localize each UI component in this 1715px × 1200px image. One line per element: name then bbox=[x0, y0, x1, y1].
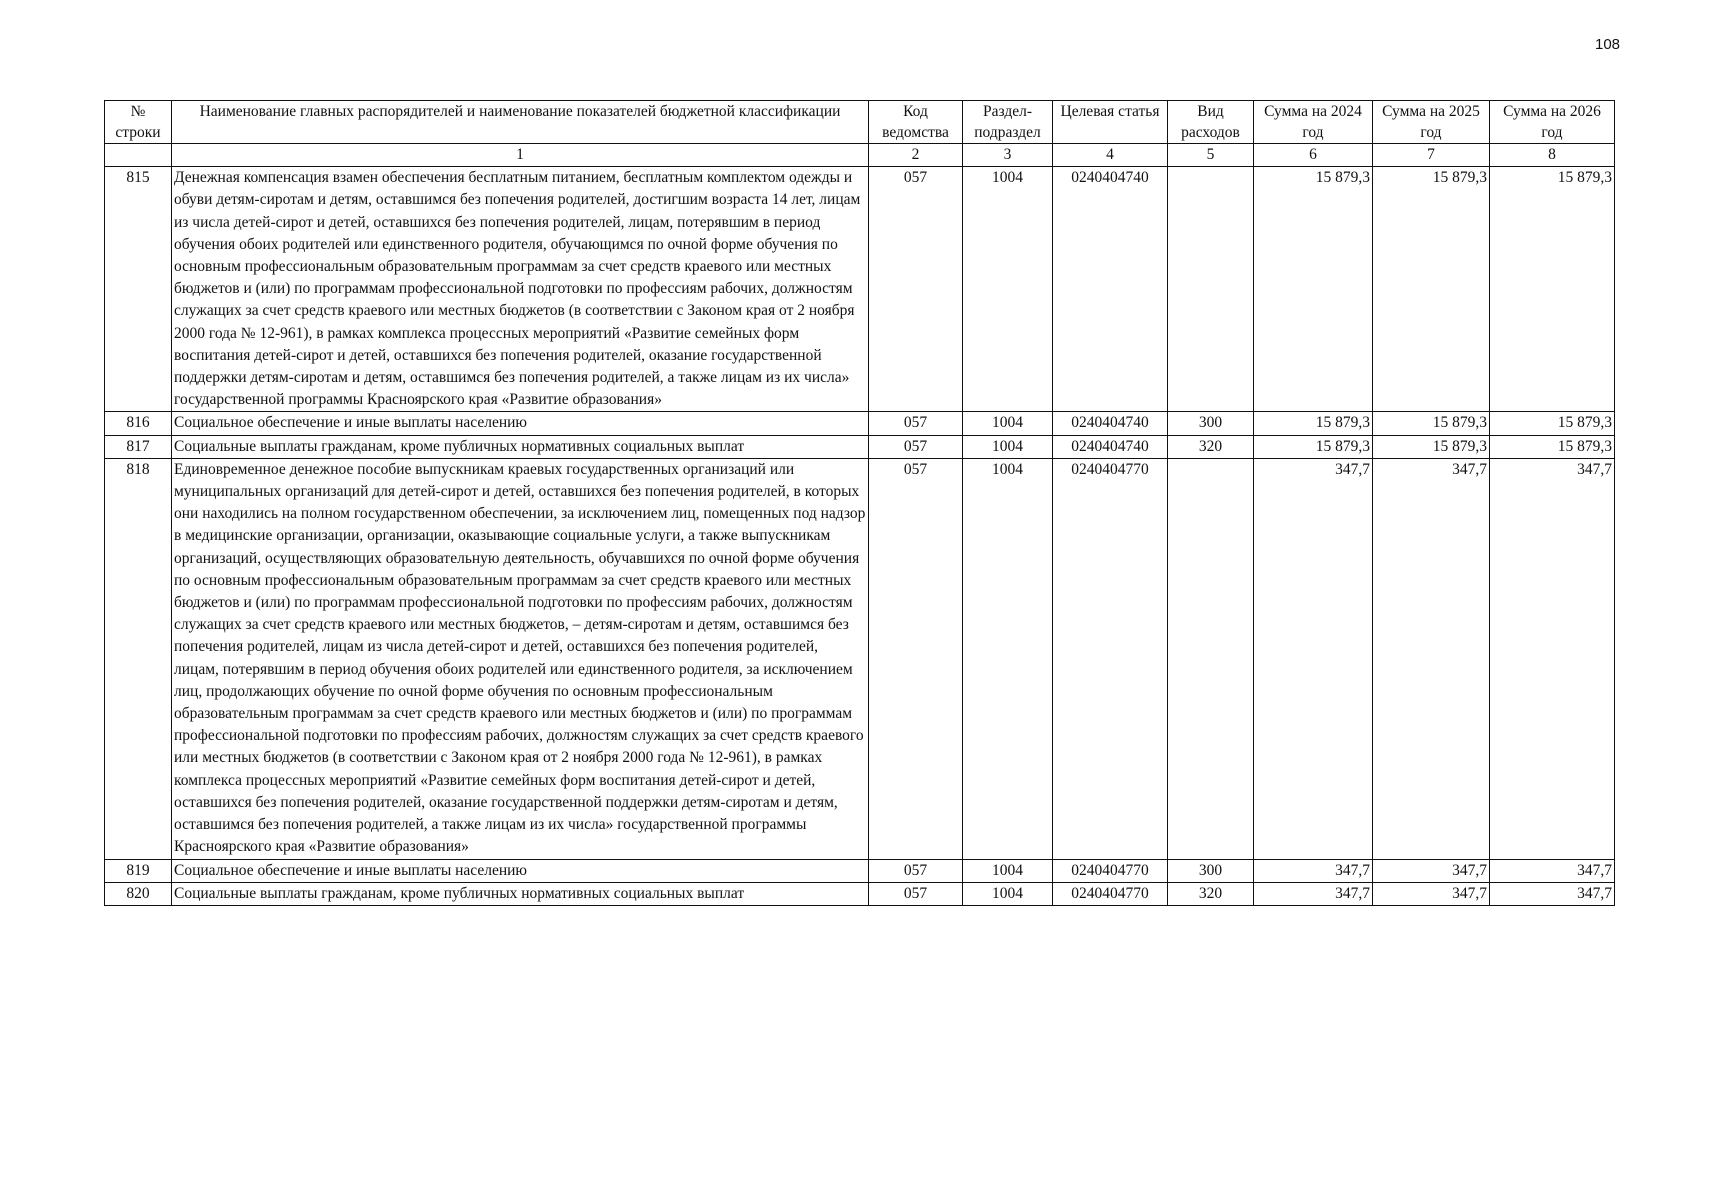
row-sum-2026: 347,7 bbox=[1490, 882, 1615, 905]
row-name: Денежная компенсация взамен обеспечения бесплатным питанием, бесплатным комплектом одежды и обуви детям-сиротам и детям, оставшимся без попечения родителей, достигшим возраста 14 лет, лицам из числа детей-сирот и детей, оставшихся без попечения родителей, лицам, потерявшим в период обучения обоих родителей или единственного родителя, обучающимся по очной форме обучения по основным профессиональным образовательным программам за счет средств краевого или местных бюджетов и (или) по программам профессиональной подготовки по профессиям рабочих, должностям служащих за счет средств краевого или местных бюджетов (в соответствии с Законом края от 2 ноября 2000 года № 12-961), в рамках комплекса процессных мероприятий «Развитие семейных форм воспитания детей-сирот и детей, оставшихся без попечения родителей, оказание государственной поддержки детям-сиротам и детям, оставшимся без попечения родителей, а также лицам из их числа» государственной программы Красноярского края «Развитие образования» bbox=[172, 167, 869, 412]
row-sum-2025: 347,7 bbox=[1373, 859, 1490, 882]
column-number-blank bbox=[105, 144, 172, 167]
row-dept-code: 057 bbox=[869, 882, 963, 905]
table-row bbox=[105, 859, 1615, 882]
header-section: Раздел-подраздел bbox=[963, 101, 1053, 144]
row-sum-2026: 347,7 bbox=[1490, 458, 1615, 859]
column-number: 2 bbox=[869, 144, 963, 167]
header-target-article: Целевая статья bbox=[1053, 101, 1168, 144]
table-header-row bbox=[105, 101, 1615, 144]
row-target-article: 0240404740 bbox=[1053, 167, 1168, 412]
row-section: 1004 bbox=[963, 412, 1053, 435]
column-number: 8 bbox=[1490, 144, 1615, 167]
row-target-article: 0240404740 bbox=[1053, 435, 1168, 458]
row-sum-2026: 15 879,3 bbox=[1490, 167, 1615, 412]
row-sum-2024: 347,7 bbox=[1254, 882, 1373, 905]
row-expense-type: 320 bbox=[1168, 435, 1254, 458]
row-target-article: 0240404770 bbox=[1053, 882, 1168, 905]
table-row bbox=[105, 458, 1615, 859]
row-sum-2025: 15 879,3 bbox=[1373, 412, 1490, 435]
header-expense-type: Вид расходов bbox=[1168, 101, 1254, 144]
row-name: Социальное обеспечение и иные выплаты населению bbox=[172, 412, 869, 435]
row-dept-code: 057 bbox=[869, 435, 963, 458]
column-number: 5 bbox=[1168, 144, 1254, 167]
header-sum-2026: Сумма на 2026 год bbox=[1490, 101, 1615, 144]
row-sum-2026: 15 879,3 bbox=[1490, 412, 1615, 435]
row-section: 1004 bbox=[963, 458, 1053, 859]
row-sum-2024: 15 879,3 bbox=[1254, 167, 1373, 412]
row-number: 815 bbox=[105, 167, 172, 412]
row-name: Социальное обеспечение и иные выплаты населению bbox=[172, 859, 869, 882]
header-dept-code: Код ведомства bbox=[869, 101, 963, 144]
row-expense-type: 300 bbox=[1168, 412, 1254, 435]
row-dept-code: 057 bbox=[869, 859, 963, 882]
table-row bbox=[105, 882, 1615, 905]
row-number: 820 bbox=[105, 882, 172, 905]
row-sum-2025: 15 879,3 bbox=[1373, 435, 1490, 458]
row-name: Социальные выплаты гражданам, кроме публичных нормативных социальных выплат bbox=[172, 435, 869, 458]
row-dept-code: 057 bbox=[869, 412, 963, 435]
row-sum-2024: 15 879,3 bbox=[1254, 435, 1373, 458]
header-name: Наименование главных распорядителей и наименование показателей бюджетной классификации bbox=[172, 101, 869, 144]
row-dept-code: 057 bbox=[869, 458, 963, 859]
row-target-article: 0240404740 bbox=[1053, 412, 1168, 435]
row-target-article: 0240404770 bbox=[1053, 859, 1168, 882]
row-dept-code: 057 bbox=[869, 167, 963, 412]
header-sum-2025: Сумма на 2025 год bbox=[1373, 101, 1490, 144]
row-sum-2025: 347,7 bbox=[1373, 882, 1490, 905]
row-sum-2025: 15 879,3 bbox=[1373, 167, 1490, 412]
column-number: 6 bbox=[1254, 144, 1373, 167]
header-row-no: № строки bbox=[105, 101, 172, 144]
row-expense-type bbox=[1168, 167, 1254, 412]
column-number: 3 bbox=[963, 144, 1053, 167]
column-number: 7 bbox=[1373, 144, 1490, 167]
row-section: 1004 bbox=[963, 882, 1053, 905]
budget-table bbox=[104, 100, 1615, 906]
row-sum-2024: 347,7 bbox=[1254, 458, 1373, 859]
row-number: 816 bbox=[105, 412, 172, 435]
header-sum-2024: Сумма на 2024 год bbox=[1254, 101, 1373, 144]
row-sum-2026: 15 879,3 bbox=[1490, 435, 1615, 458]
column-number: 1 bbox=[172, 144, 869, 167]
row-section: 1004 bbox=[963, 435, 1053, 458]
page-number: 108 bbox=[1595, 36, 1621, 53]
row-expense-type: 300 bbox=[1168, 859, 1254, 882]
row-number: 818 bbox=[105, 458, 172, 859]
row-sum-2024: 15 879,3 bbox=[1254, 412, 1373, 435]
table-row bbox=[105, 167, 1615, 412]
row-expense-type bbox=[1168, 458, 1254, 859]
row-name: Социальные выплаты гражданам, кроме публичных нормативных социальных выплат bbox=[172, 882, 869, 905]
row-section: 1004 bbox=[963, 859, 1053, 882]
row-number: 819 bbox=[105, 859, 172, 882]
table-row bbox=[105, 412, 1615, 435]
row-expense-type: 320 bbox=[1168, 882, 1254, 905]
row-sum-2026: 347,7 bbox=[1490, 859, 1615, 882]
row-target-article: 0240404770 bbox=[1053, 458, 1168, 859]
column-numbers-row bbox=[105, 144, 1615, 167]
table-row bbox=[105, 435, 1615, 458]
row-number: 817 bbox=[105, 435, 172, 458]
row-sum-2024: 347,7 bbox=[1254, 859, 1373, 882]
row-sum-2025: 347,7 bbox=[1373, 458, 1490, 859]
row-section: 1004 bbox=[963, 167, 1053, 412]
column-number: 4 bbox=[1053, 144, 1168, 167]
row-name: Единовременное денежное пособие выпускникам краевых государственных организаций или муниципальных организаций для детей-сирот и детей, оставшихся без попечения родителей, в которых они находились на полном государственном обеспечении, за исключением лиц, помещенных под надзор в медицинские организации, организации, оказывающие социальные услуги, а также выпускникам организаций, осуществляющих образовательную деятельность, обучавшихся по очной форме обучения по основным профессиональным образовательным программам за счет средств краевого или местных бюджетов и (или) по программам профессиональной подготовки по профессиям рабочих, должностям служащих за счет средств краевого или местных бюджетов, – детям-сиротам и детям, оставшимся без попечения родителей, лицам из числа детей-сирот и детей, оставшихся без попечения родителей, лицам, потерявшим в период обучения обоих родителей или единственного родителя, за исключением лиц, продолжающих обучение по очной форме обучения по основным профессиональным образовательным программам за счет средств краевого или местных бюджетов и (или) по программам профессиональной подготовки по профессиям рабочих, должностям служащих за счет средств краевого или местных бюджетов (в соответствии с Законом края от 2 ноября 2000 года № 12-961), в рамках комплекса процессных мероприятий «Развитие семейных форм воспитания детей-сирот и детей, оставшихся без попечения родителей, оказание государственной поддержки детям-сиротам и детям, оставшимся без попечения родителей, а также лицам из их числа» государственной программы Красноярского края «Развитие образования» bbox=[172, 458, 869, 859]
